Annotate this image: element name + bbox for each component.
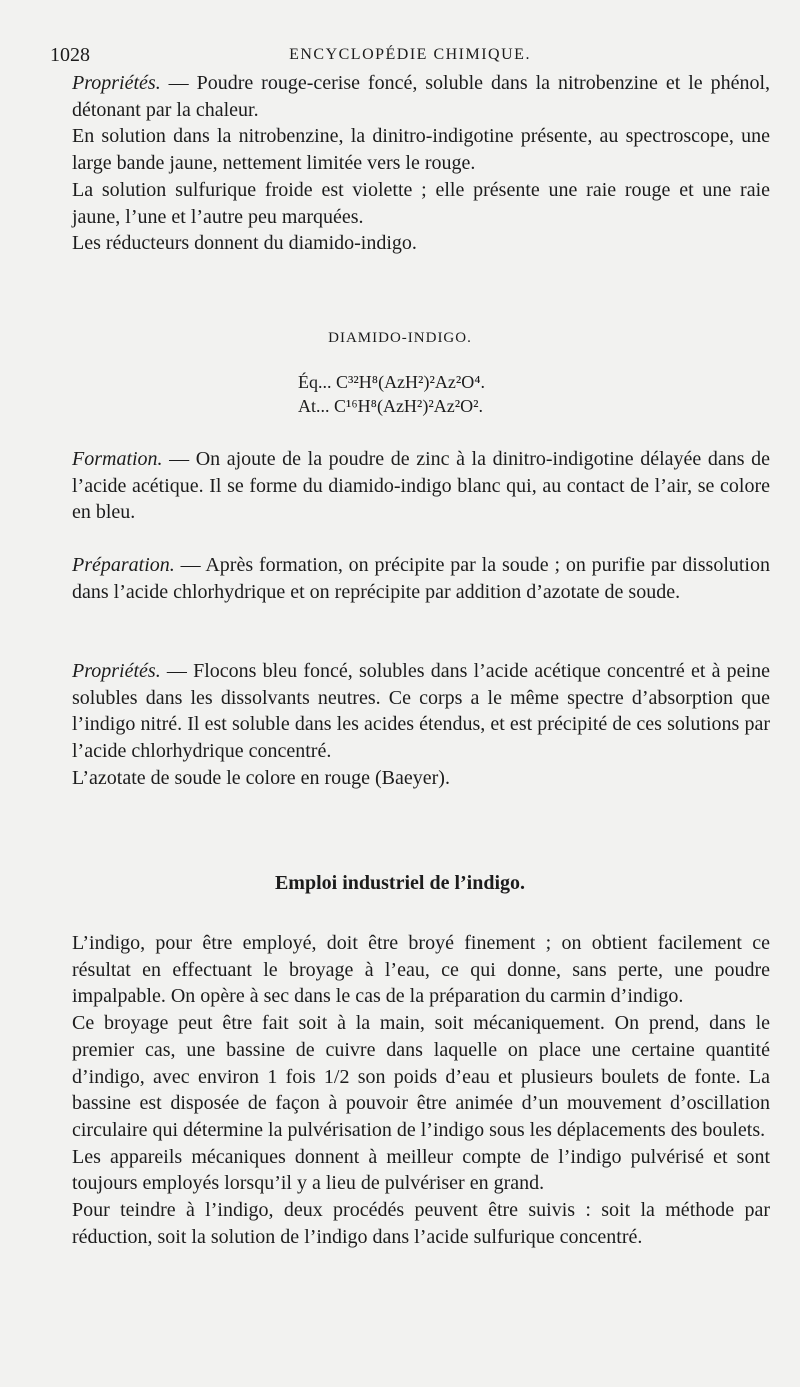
running-header bbox=[50, 44, 770, 68]
page-number: 1028 bbox=[50, 44, 90, 66]
formation-paragraph bbox=[50, 446, 770, 526]
formula-equivalent: Éq... C³²H⁸(AzH²)²Az²O⁴. bbox=[298, 372, 485, 392]
nitrate-text: L’azotate de soude le colore en rouge (Baeyer). bbox=[72, 766, 450, 789]
properties-label-2: Propriétés. bbox=[72, 660, 161, 682]
formation-text: — On ajoute de la poudre de zinc à la dinitro-indigotine délayée dans de l’acide acétique. Il se forme du diamido-indigo blanc qui, au contact de l’air, se colore en bleu. bbox=[72, 448, 770, 524]
running-title: ENCYCLOPÉDIE CHIMIQUE. bbox=[289, 46, 531, 63]
preparation-label: Préparation. bbox=[72, 554, 175, 576]
properties-label: Propriétés. bbox=[72, 72, 161, 94]
preparation-text: — Après formation, on précipite par la soude ; on purifie par dissolution dans l’acide chlorhydrique et on reprécipite par addition d’azotate de soude. bbox=[72, 554, 770, 603]
section-heading-industrial-use: Emploi industriel de l’indigo. bbox=[274, 872, 526, 894]
section-title-diamido-indigo: DIAMIDO-INDIGO. bbox=[328, 330, 472, 346]
properties-text-2: — Flocons bleu foncé, solubles dans l’acide acétique concentré et à peine solubles dans les dissolvants neutres. Ce corps a le même spectre d’absorption que l’indigo nitré. Il est soluble dans les acides étendus, et est précipité de ces solutions par l’acide chlorhydrique concentré. bbox=[72, 660, 770, 763]
sulfuric-solution-text: La solution sulfurique froide est violette ; elle présente une raie rouge et une raie jaune, l’une et l’autre peu marquées. bbox=[72, 178, 770, 228]
industrial-use-body bbox=[50, 930, 770, 1250]
properties-text: — Poudre rouge-cerise foncé, soluble dans la nitrobenzine et le phénol, détonant par la chaleur. bbox=[72, 72, 770, 121]
properties-paragraph-1 bbox=[50, 70, 770, 257]
grinding-paragraph: L’indigo, pour être employé, doit être broyé finement ; on obtient facilement ce résultat en effectuant le broyage à l’eau, ce qui donne, sans perte, une poudre impalpable. On opère à sec dans le cas de la préparation du carmin d’indigo. bbox=[72, 932, 770, 1008]
reducers-text: Les réducteurs donnent du diamido-indigo. bbox=[72, 232, 417, 255]
formation-label: Formation. bbox=[72, 448, 163, 470]
properties-paragraph-2 bbox=[50, 658, 770, 792]
formula-atomic: At... C¹⁶H⁸(AzH²)²Az²O². bbox=[298, 396, 484, 416]
spectroscope-text: En solution dans la nitrobenzine, la dinitro-indigotine présente, au spectroscope, une large bande jaune, nettement limitée vers le rouge. bbox=[72, 125, 770, 175]
grinding-method-paragraph: Ce broyage peut être fait soit à la main, soit mécaniquement. On prend, dans le premier cas, une bassine de cuivre dans laquelle on place une certaine quantité d’indigo, avec environ 1 fois 1/2 son poids d’eau et plusieurs boulets de fonte. La bassine est disposée de façon à pouvoir être animée d’un mouvement d’oscillation circulaire qui détermine la pulvérisation de l’indigo sous les déplacements des boulets. bbox=[72, 1012, 770, 1141]
mechanical-apparatus-paragraph: Les appareils mécaniques donnent à meilleur compte de l’indigo pulvérisé et sont toujours employés lorsqu’il y a lieu de pulvériser en grand. bbox=[72, 1145, 770, 1195]
dyeing-paragraph: Pour teindre à l’indigo, deux procédés peuvent être suivis : soit la méthode par réduction, soit la solution de l’indigo dans l’acide sulfurique concentré. bbox=[72, 1199, 770, 1248]
preparation-paragraph bbox=[50, 552, 770, 605]
